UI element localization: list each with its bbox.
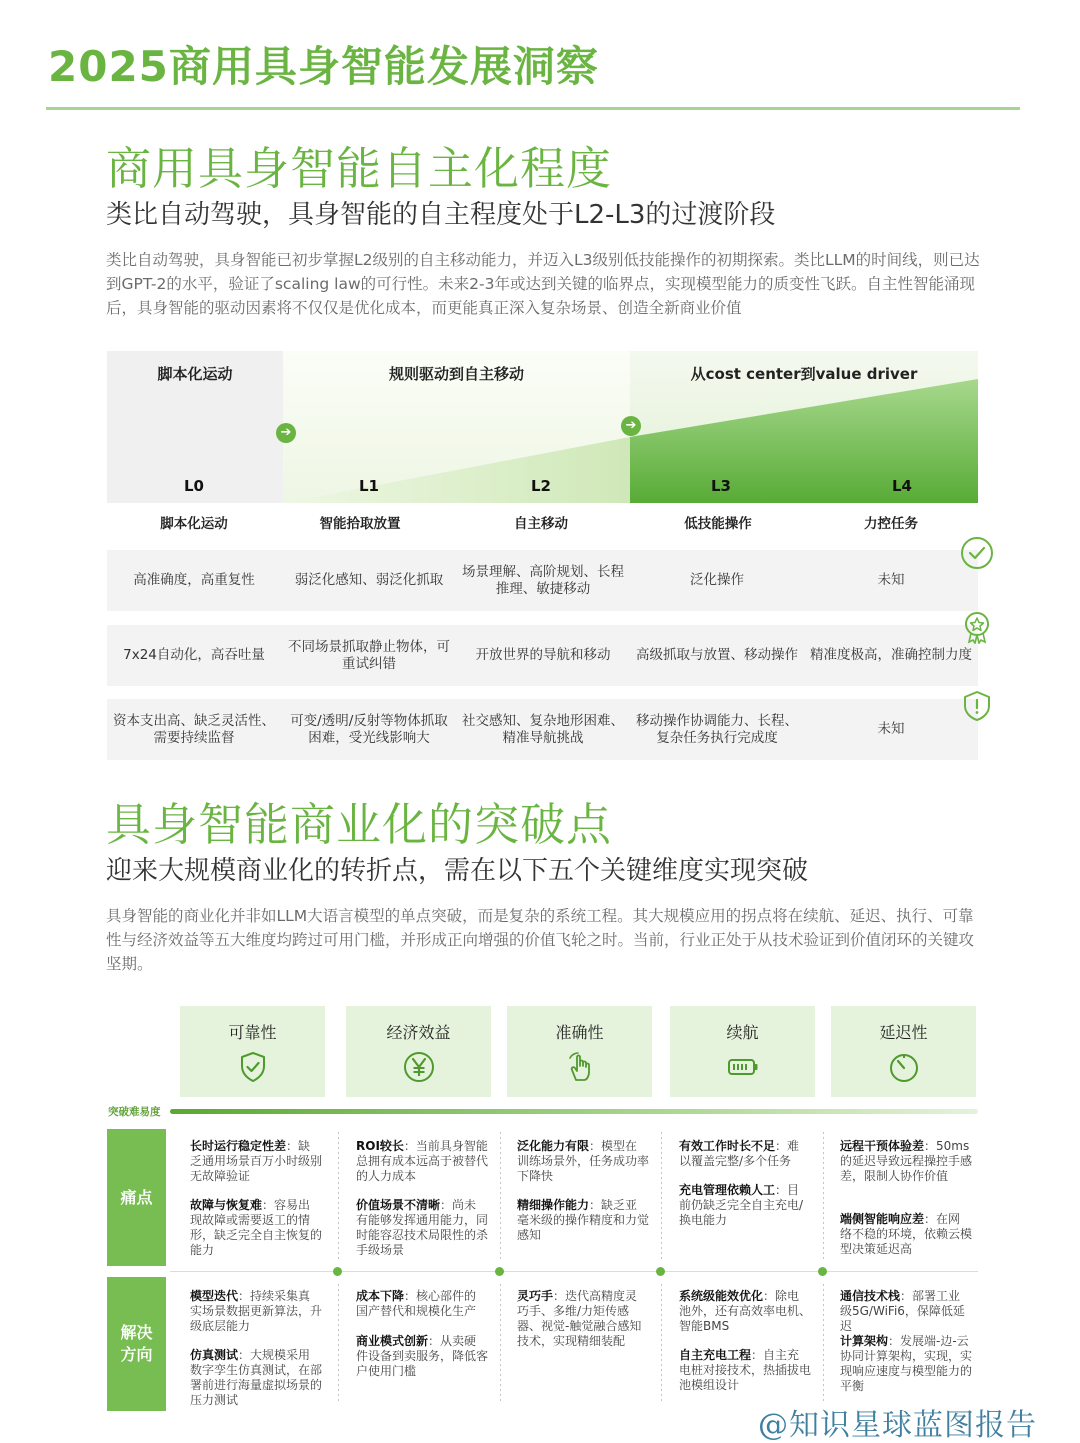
pain-point-item: 泛化能力有限：模型在训练场景外，任务成功率下降快	[517, 1139, 650, 1183]
level-l2: L2	[531, 477, 551, 495]
solution-item: 系统级能效优化：除电池外，还有高效率电机、智能BMS	[679, 1289, 812, 1333]
pain-point-item: 长时运行稳定性差：缺乏通用场景百万小时级别无故障验证	[190, 1139, 323, 1183]
column-divider	[661, 1132, 662, 1260]
table-cell: 未知	[877, 721, 905, 737]
table-cell: 泛化操作	[690, 572, 744, 588]
dimension-card-latency	[831, 1006, 976, 1097]
solution-item: 商业模式创新：从卖硬件设备到卖服务，降低客户使用门槛	[356, 1334, 489, 1378]
table-cell: 未知	[877, 572, 905, 588]
shield-check-icon	[236, 1050, 270, 1084]
dimension-card-economics	[346, 1006, 491, 1097]
level-name: 自主移动	[514, 516, 568, 532]
divider-dot	[333, 1267, 342, 1276]
section1-body: 类比自动驾驶，具身智能已初步掌握L2级别的自主移动能力，并迈入L3级别低技能操作的初期探索。类比LLM的时间线，则已达到GPT-2的水平，验证了scaling law的可行性。未来2-3年或达到关键的临界点，实现模型能力的质变性飞跃。自主性智能涌现后，具身智能的驱动因素将不仅仅是优化成本，而更能真正深入复杂场景、创造全新商业价值	[106, 251, 980, 317]
dimension-card-endurance	[670, 1006, 815, 1097]
solution-item: 通信技术栈：部署工业级5G/WiFi6，保障低延迟	[840, 1289, 965, 1333]
dimension-label: 可靠性	[228, 1023, 277, 1042]
pain-point-item: 价值场景不清晰：尚未有能够发挥通用能力，同时能容忍技术局限性的杀手级场景	[356, 1198, 489, 1257]
solution-item: 自主充电工程：自主充电桩对接技术，热插拔电池模组设计	[679, 1348, 812, 1392]
dimension-label: 准确性	[555, 1023, 604, 1042]
arrow-right-icon: ➔	[621, 416, 641, 436]
table-cell: 可变/透明/反射等物体抓取困难，受光线影响大	[290, 712, 448, 746]
pain-point-item: 充电管理依赖人工：目前仍缺乏完全自主充电/换电能力	[679, 1183, 804, 1227]
pain-points-tag: 痛点	[107, 1129, 166, 1266]
table-cell: 精准度极高，准确控制力度	[810, 647, 972, 663]
column-divider	[500, 1132, 501, 1260]
solution-item: 成本下降：核心部件的国产替代和规模化生产	[356, 1289, 477, 1318]
title-divider	[46, 107, 1020, 110]
pain-point-item: 故障与恢复难：容易出现故障或需要返工的情形，缺乏完全自主恢复的能力	[190, 1198, 323, 1257]
table-cell: 弱泛化感知、弱泛化抓取	[294, 572, 444, 588]
level-l4: L4	[892, 477, 912, 495]
section1-subtitle: 类比自动驾驶，具身智能的自主程度处于L2-L3的过渡阶段	[106, 200, 776, 230]
column-divider	[661, 1284, 662, 1404]
hand-pointer-icon	[563, 1050, 597, 1084]
row-divider	[170, 1271, 978, 1272]
level-l3: L3	[711, 477, 731, 495]
page-title: 2025商用具身智能发展洞察	[48, 42, 599, 91]
pain-point-item: 端侧智能响应差：在网络不稳的环境，依赖云模型决策延迟高	[840, 1212, 973, 1256]
pain-point-item: 精细操作能力：缺乏亚毫米级的操作精度和力觉感知	[517, 1198, 650, 1242]
level-name: 智能拾取放置	[319, 516, 401, 532]
level-l1: L1	[359, 477, 379, 495]
solution-item: 模型迭代：持续采集真实场景数据更新算法，升级底层能力	[190, 1289, 323, 1333]
table-cell: 社交感知、复杂地形困难、精准导航挑战	[462, 712, 624, 746]
difficulty-gradient-bar	[170, 1109, 978, 1114]
autonomy-level-chart	[107, 351, 978, 503]
table-cell: 资本支出高、缺乏灵活性、需要持续监督	[113, 712, 275, 746]
solution-item: 仿真测试：大规模采用数字孪生仿真测试，在部署前进行海量虚拟场景的压力测试	[190, 1348, 323, 1407]
dimension-card-accuracy	[507, 1006, 652, 1097]
column-divider	[823, 1284, 824, 1404]
table-row	[107, 625, 978, 686]
dimension-label: 续航	[726, 1023, 759, 1042]
table-cell: 7x24自动化，高吞吐量	[123, 647, 265, 663]
column-divider	[500, 1284, 501, 1404]
yen-coin-icon	[402, 1050, 436, 1084]
level-name: 力控任务	[864, 516, 918, 532]
table-cell: 移动操作协调能力、长程、复杂任务执行完成度	[636, 712, 798, 746]
section2-body: 具身智能的商业化并非如LLM大语言模型的单点突破，而是复杂的系统工程。其大规模应用的拐点将在续航、延迟、执行、可靠性与经济效益等五大维度均跨过可用门槛，并形成正向增强的价值飞轮之时。当前，行业正处于从技术验证到价值闭环的关键攻坚期。	[106, 907, 975, 973]
level-name: 低技能操作	[684, 516, 752, 532]
shield-alert-icon	[960, 689, 994, 723]
dimension-label: 延迟性	[879, 1023, 928, 1042]
table-row	[107, 699, 978, 760]
difficulty-label: 突破难易度	[108, 1106, 161, 1118]
divider-dot	[495, 1267, 504, 1276]
dimension-label: 经济效益	[386, 1023, 451, 1042]
section2-subtitle: 迎来大规模商业化的转折点，需在以下五个关键维度实现突破	[106, 856, 809, 886]
timer-icon	[887, 1050, 921, 1084]
divider-dot	[818, 1267, 827, 1276]
section1-title: 商用具身智能自主化程度	[106, 142, 613, 195]
band-label-rule-to-autonomous: 规则驱动到自主移动	[388, 365, 524, 383]
dimension-card-reliability	[180, 1006, 325, 1097]
divider-dot	[656, 1267, 665, 1276]
pain-point-item: ROI较长：当前具身智能总拥有成本远高于被替代的人力成本	[356, 1139, 489, 1183]
watermark: @知识星球蓝图报告	[758, 1408, 1037, 1443]
pain-point-item: 有效工作时长不足：难以覆盖完整/多个任务	[679, 1139, 800, 1168]
table-cell: 场景理解、高阶规划、长程推理、敏捷移动	[462, 563, 624, 597]
column-divider	[338, 1284, 339, 1404]
pain-point-item: 远程干预体验差：50ms的延迟导致远程操控手感差，限制人协作价值	[840, 1139, 973, 1183]
solution-item: 灵巧手：迭代高精度灵巧手、多维/力矩传感器、视觉-触觉融合感知技术，实现精细装配	[517, 1289, 642, 1348]
table-cell: 开放世界的导航和移动	[475, 647, 611, 663]
column-divider	[338, 1132, 339, 1260]
table-cell: 高级抓取与放置、移动操作	[636, 647, 798, 663]
solutions-tag: 解决方向	[107, 1277, 166, 1411]
arrow-right-icon: ➔	[276, 423, 296, 443]
table-cell: 不同场景抓取静止物体，可重试纠错	[288, 638, 450, 672]
table-cell: 高准确度，高重复性	[133, 572, 255, 588]
battery-icon	[726, 1050, 760, 1084]
section2-title: 具身智能商业化的突破点	[106, 798, 613, 851]
table-row	[107, 550, 978, 611]
check-circle-icon	[960, 536, 994, 570]
award-star-icon	[960, 610, 994, 644]
solution-item: 计算架构：发展端-边-云协同计算架构，实现，实现响应速度与模型能力的平衡	[840, 1334, 973, 1393]
column-divider	[823, 1132, 824, 1260]
band-label-scripted: 脚本化运动	[157, 365, 233, 383]
band-label-cost-to-value: 从cost center到value driver	[690, 365, 918, 383]
level-names-row	[107, 512, 978, 532]
level-name: 脚本化运动	[160, 516, 228, 532]
level-l0: L0	[184, 477, 204, 495]
